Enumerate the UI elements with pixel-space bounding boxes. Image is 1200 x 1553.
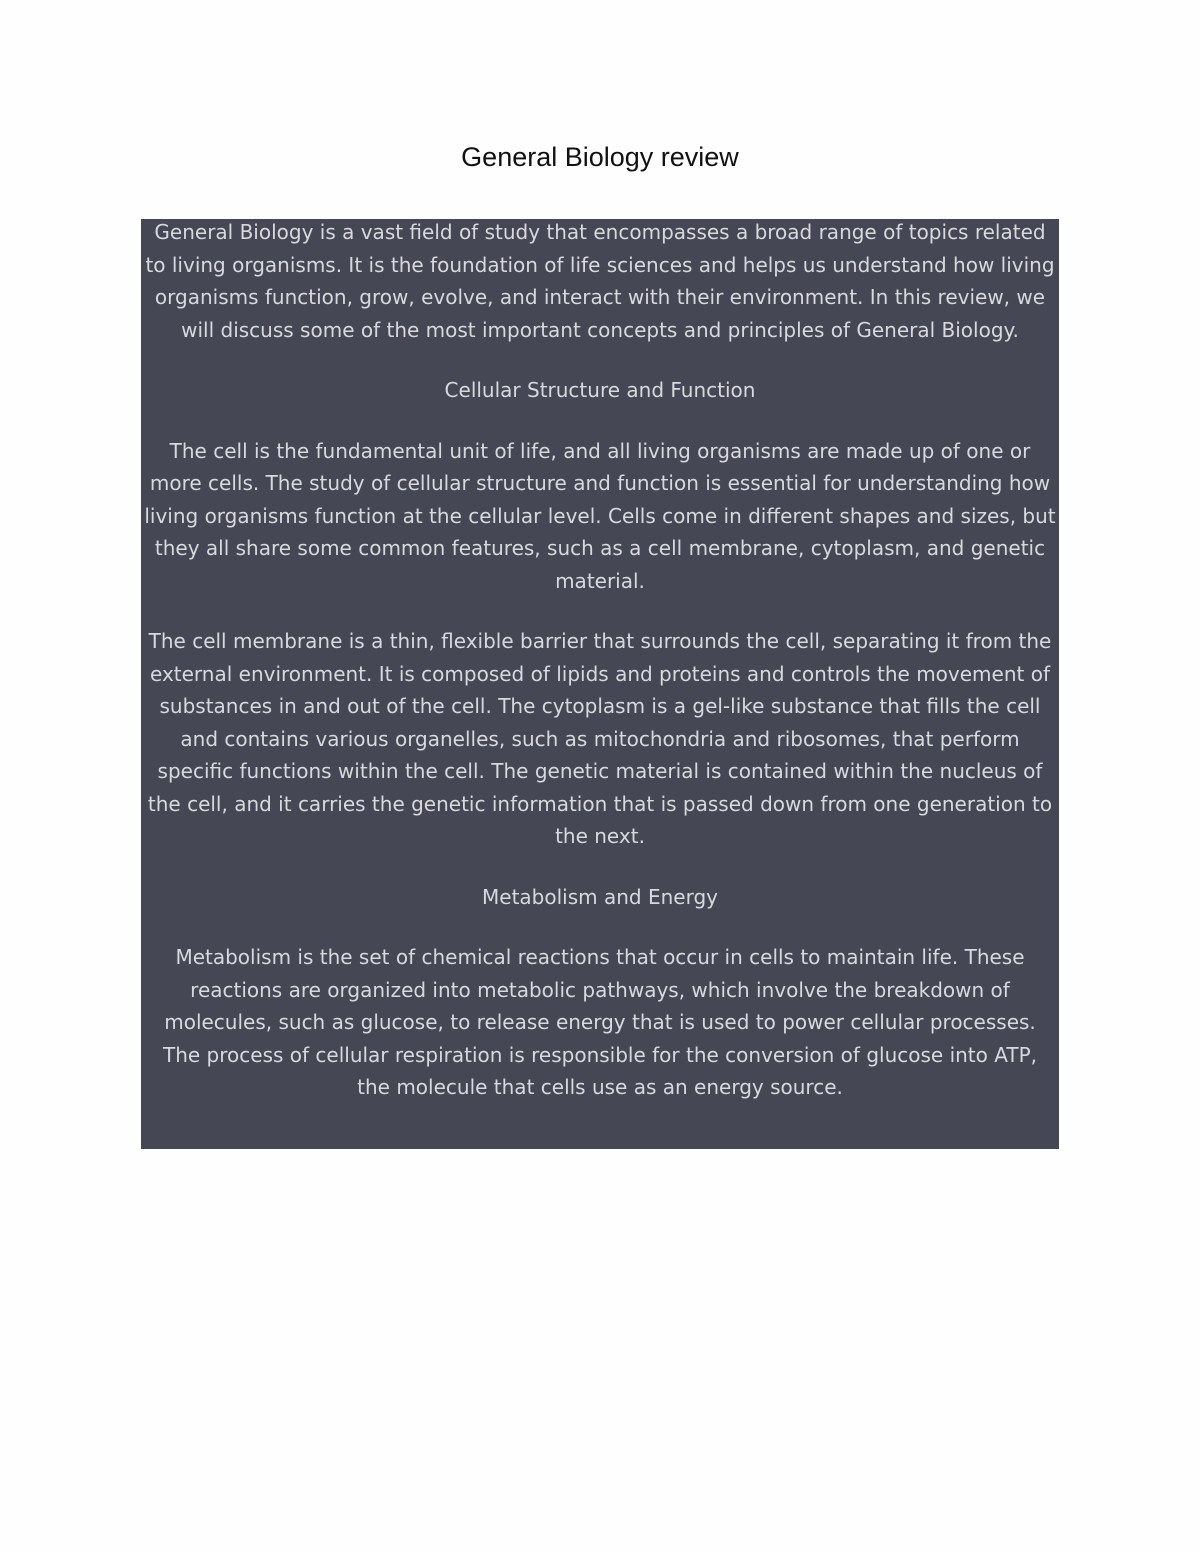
metabolism-paragraph: Metabolism is the set of chemical reactions that occur in cells to maintain life. These reactions are organized into metabolic pathways, which involve the breakdown of molecules, such as glucose, to release energy that is used to power cellular processes. The process of cellular respiration is responsible for the conversion of glucose into ATP, the molecule that cells use as an energy source. bbox=[163, 945, 1037, 1099]
page-title: General Biology review bbox=[461, 142, 739, 172]
review-text-box bbox=[141, 219, 1059, 1149]
intro-paragraph: General Biology is a vast field of study that encompasses a broad range of topics related to living organisms. It is the foundation of life sciences and helps us understand how living organisms function, grow, evolve, and interact with their environment. In this review, we will discuss some of the most important concepts and principles of General Biology. bbox=[145, 220, 1055, 342]
section-heading-metabolism: Metabolism and Energy bbox=[482, 884, 718, 909]
cell-membrane-paragraph: The cell membrane is a thin, flexible barrier that surrounds the cell, separating it from the external environment. It is composed of lipids and proteins and controls the movement of substances in and out of the cell. The cytoplasm is a gel-like substance that fills the cell and contains various organelles, such as mitochondria and ribosomes, that perform specific functions within the cell. The genetic material is contained within the nucleus of the cell, and it carries the genetic information that is passed down from one generation to the next. bbox=[147, 629, 1053, 848]
cell-paragraph: The cell is the fundamental unit of life, and all living organisms are made up of one or more cells. The study of cellular structure and function is essential for understanding how living organisms function at the cellular level. Cells come in different shapes and sizes, but they all share some common features, such as a cell membrane, cytoplasm, and genetic material. bbox=[144, 438, 1056, 593]
section-heading-cellular-structure: Cellular Structure and Function bbox=[444, 378, 756, 402]
